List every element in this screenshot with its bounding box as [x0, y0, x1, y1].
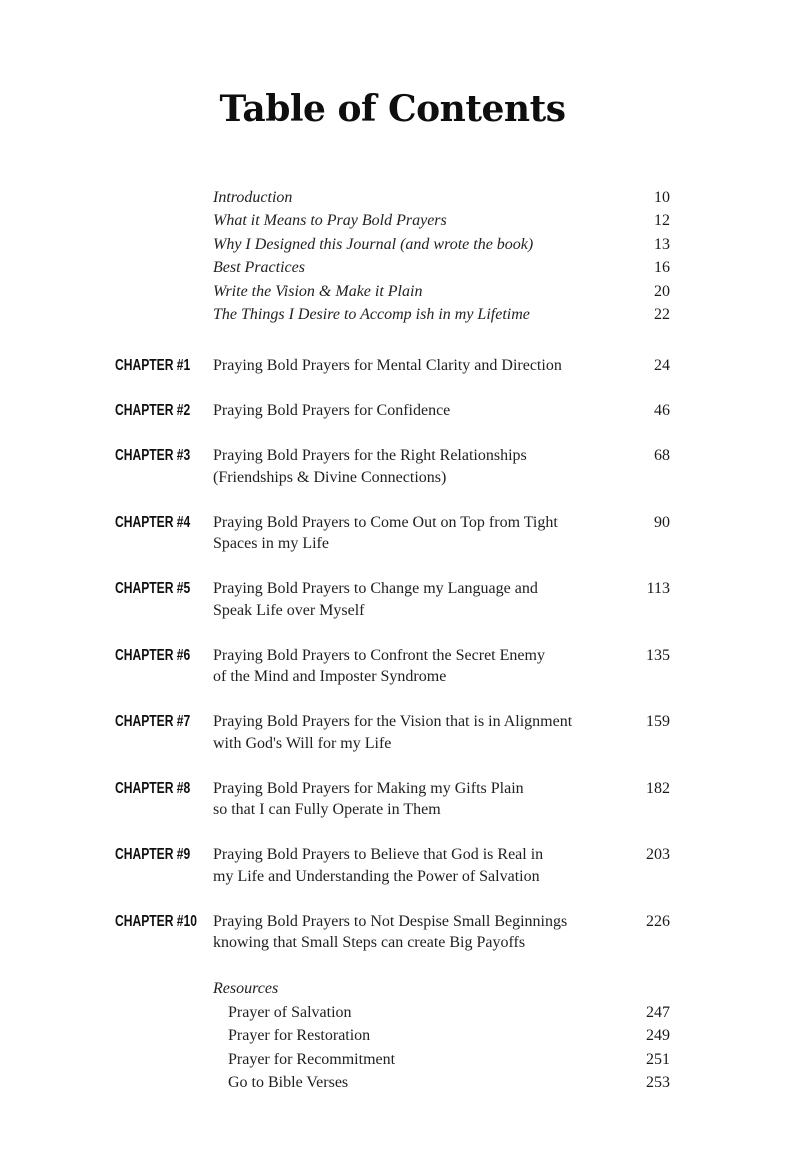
toc-entry-title: Why I Designed this Journal (and wrote the book) — [213, 235, 534, 253]
toc-entry-page: 20 — [654, 282, 670, 300]
chapter-entry — [115, 778, 670, 821]
chapter-label: CHAPTER #6 — [115, 646, 191, 664]
chapter-title: Praying Bold Prayers to Confront the Secret Enemy of the Mind and Imposter Syndrome — [213, 646, 545, 686]
chapter-entry — [115, 578, 670, 621]
resource-entry-title: Prayer for Restoration — [228, 1027, 371, 1045]
chapter-label: CHAPTER #4 — [115, 513, 191, 531]
chapter-entry — [115, 844, 670, 887]
resource-entry-title: Prayer for Recommitment — [228, 1050, 396, 1068]
chapter-entry — [115, 711, 670, 754]
chapter-page: 203 — [646, 846, 670, 864]
toc-entry — [213, 233, 670, 256]
chapter-label: CHAPTER #5 — [115, 580, 191, 598]
chapter-page: 159 — [646, 713, 670, 731]
chapter-page: 46 — [654, 402, 670, 420]
chapter-page: 90 — [654, 513, 670, 531]
resources-list — [213, 1001, 670, 1095]
chapter-title: Praying Bold Prayers for the Right Relationships (Friendships & Divine Connections) — [213, 447, 527, 486]
toc-entry-title: The Things I Desire to Accomp ish in my Lifetime — [213, 306, 530, 324]
toc-entry-page: 22 — [654, 306, 670, 324]
chapter-title: Praying Bold Prayers for Mental Clarity and Direction — [213, 357, 562, 375]
chapter-label: CHAPTER #2 — [115, 402, 191, 420]
resources-section — [213, 977, 670, 1094]
chapter-label: CHAPTER #1 — [115, 357, 191, 375]
toc-entry-title: What it Means to Pray Bold Prayers — [213, 212, 447, 230]
chapter-title: Praying Bold Prayers to Come Out on Top from Tight Spaces in my Life — [213, 513, 558, 553]
front-matter-list — [213, 186, 670, 326]
chapter-entry — [115, 400, 670, 422]
chapter-page: 68 — [654, 447, 670, 465]
chapter-title: Praying Bold Prayers for Making my Gifts Plain so that I can Fully Operate in Them — [213, 779, 524, 819]
chapter-page: 182 — [646, 779, 670, 797]
resource-entry-title: Go to Bible Verses — [228, 1074, 349, 1092]
resources-heading: Resources — [213, 980, 279, 998]
resource-entry — [213, 1001, 670, 1024]
toc-entry — [213, 186, 670, 209]
toc-entry — [213, 303, 670, 326]
chapter-entry — [115, 445, 670, 488]
chapter-label: CHAPTER #3 — [115, 447, 191, 465]
toc-entry-page: 13 — [654, 235, 670, 253]
toc-entry-page: 10 — [654, 189, 670, 206]
resource-entry — [213, 1024, 670, 1047]
toc-entry-title: Write the Vision & Make it Plain — [213, 282, 423, 300]
toc-entry — [213, 209, 670, 232]
resource-entry — [213, 1048, 670, 1071]
chapter-entry — [115, 512, 670, 555]
toc-entry-title: Best Practices — [213, 259, 305, 277]
chapter-title: Praying Bold Prayers to Believe that God is Real in my Life and Understanding the Power of Salvation — [213, 846, 544, 885]
chapter-page: 135 — [646, 646, 670, 664]
toc-entry — [213, 256, 670, 279]
chapter-page: 24 — [654, 357, 670, 375]
chapter-title: Praying Bold Prayers for Confidence — [213, 402, 451, 420]
chapter-title: Praying Bold Prayers to Not Despise Small Beginnings knowing that Small Steps can create Big Payoffs — [213, 912, 568, 952]
resource-entry-page: 253 — [646, 1074, 670, 1092]
chapter-entry — [115, 911, 670, 954]
resource-entry-title: Prayer of Salvation — [228, 1003, 352, 1021]
chapter-title: Praying Bold Prayers for the Vision that is in Alignment with God's Will for my Life — [213, 713, 573, 752]
chapter-entry — [115, 645, 670, 688]
chapter-label: CHAPTER #9 — [115, 846, 191, 864]
toc-entry-page: 12 — [654, 212, 670, 230]
toc-entry-title: Introduction — [213, 189, 293, 206]
chapter-label: CHAPTER #7 — [115, 713, 191, 731]
resource-entry-page: 251 — [646, 1050, 670, 1068]
chapter-title: Praying Bold Prayers to Change my Language and Speak Life over Myself — [213, 580, 538, 619]
chapter-list — [115, 355, 670, 954]
chapter-label: CHAPTER #8 — [115, 779, 191, 797]
chapter-entry — [115, 355, 670, 377]
chapter-page: 113 — [646, 580, 670, 598]
resource-entry-page: 249 — [646, 1027, 670, 1045]
page-title: Table of Contents — [219, 88, 566, 130]
resource-entry-page: 247 — [646, 1003, 670, 1021]
chapter-label: CHAPTER #10 — [115, 912, 197, 930]
toc-entry-page: 16 — [654, 259, 670, 277]
chapter-page: 226 — [646, 912, 670, 930]
toc-entry — [213, 280, 670, 303]
resource-entry — [213, 1071, 670, 1094]
